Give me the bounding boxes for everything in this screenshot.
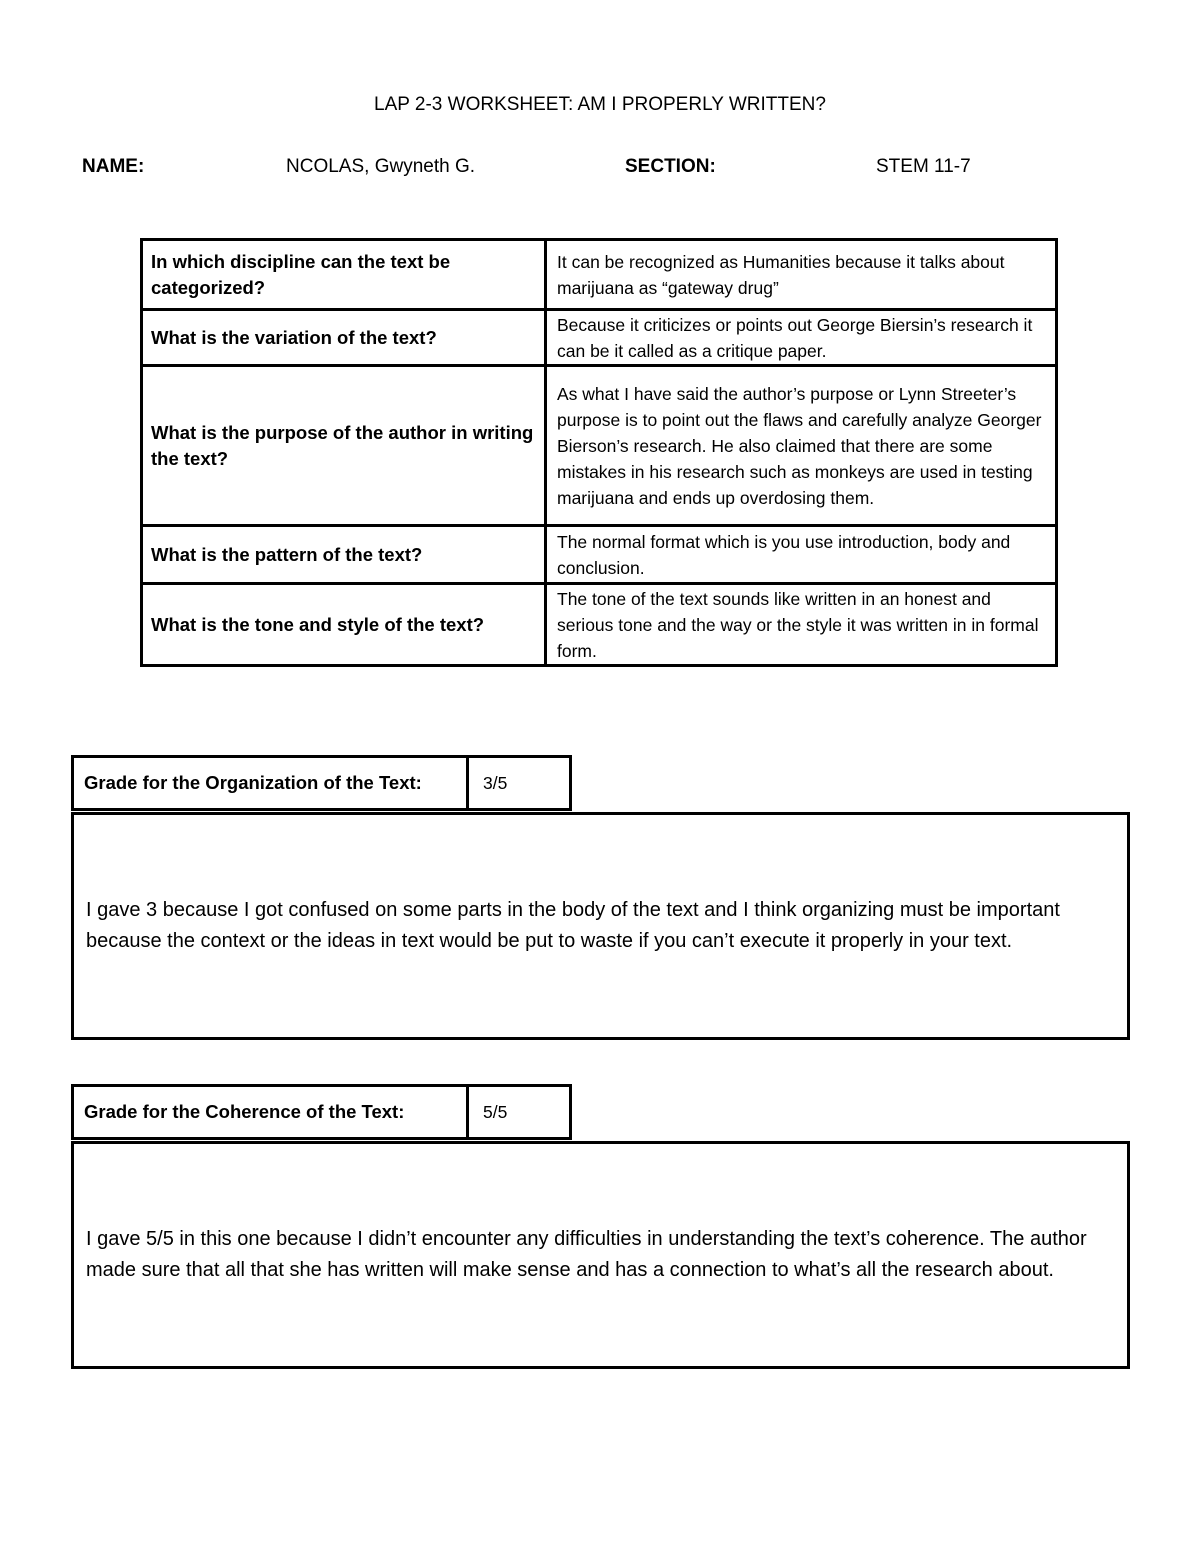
question-cell: What is the tone and style of the text? <box>142 584 546 666</box>
name-label: NAME: <box>82 156 145 177</box>
table-row <box>142 310 1057 366</box>
organization-comment-text: I gave 3 because I got confused on some parts in the body of the text and I think organizing must be important because the context or the ideas in text would be put to waste if you can’t execute it properly in your text. <box>86 899 1060 952</box>
answer-cell: The tone of the text sounds like written in an honest and serious tone and the way or the style it was written in in formal form. <box>546 584 1057 666</box>
worksheet-title: LAP 2-3 WORKSHEET: AM I PROPERLY WRITTEN? <box>374 94 826 115</box>
answer-cell: As what I have said the author’s purpose or Lynn Streeter’s purpose is to point out the flaws and carefully analyze Georger Bierson’s research. He also claimed that there are some mistakes in his research such as monkeys are used in testing marijuana and ends up overdosing them. <box>546 366 1057 526</box>
coherence-comment-text: I gave 5/5 in this one because I didn’t encounter any difficulties in understanding the text’s coherence. The author made sure that all that she has written will make sense and has a connection to what’s all the research about. <box>86 1228 1087 1281</box>
table-row <box>142 584 1057 666</box>
table-row <box>142 240 1057 310</box>
questions-table <box>140 238 1058 667</box>
organization-grade-label: Grade for the Organization of the Text: <box>71 755 469 811</box>
organization-comment-box <box>71 812 1130 1040</box>
section-value: STEM 11-7 <box>876 156 971 177</box>
organization-grade-value: 3/5 <box>469 755 572 811</box>
section-label: SECTION: <box>625 156 716 177</box>
question-cell: What is the variation of the text? <box>142 310 546 366</box>
question-cell: What is the purpose of the author in writing the text? <box>142 366 546 526</box>
coherence-grade-label: Grade for the Coherence of the Text: <box>71 1084 469 1140</box>
answer-cell: Because it criticizes or points out George Biersin’s research it can be it called as a critique paper. <box>546 310 1057 366</box>
answer-cell: It can be recognized as Humanities because it talks about marijuana as “gateway drug” <box>546 240 1057 310</box>
coherence-comment-box <box>71 1141 1130 1369</box>
table-row <box>142 526 1057 584</box>
answer-cell: The normal format which is you use introduction, body and conclusion. <box>546 526 1057 584</box>
table-row <box>142 366 1057 526</box>
name-value: NCOLAS, Gwyneth G. <box>286 156 476 177</box>
question-cell: In which discipline can the text be categorized? <box>142 240 546 310</box>
coherence-grade-value: 5/5 <box>469 1084 572 1140</box>
question-cell: What is the pattern of the text? <box>142 526 546 584</box>
